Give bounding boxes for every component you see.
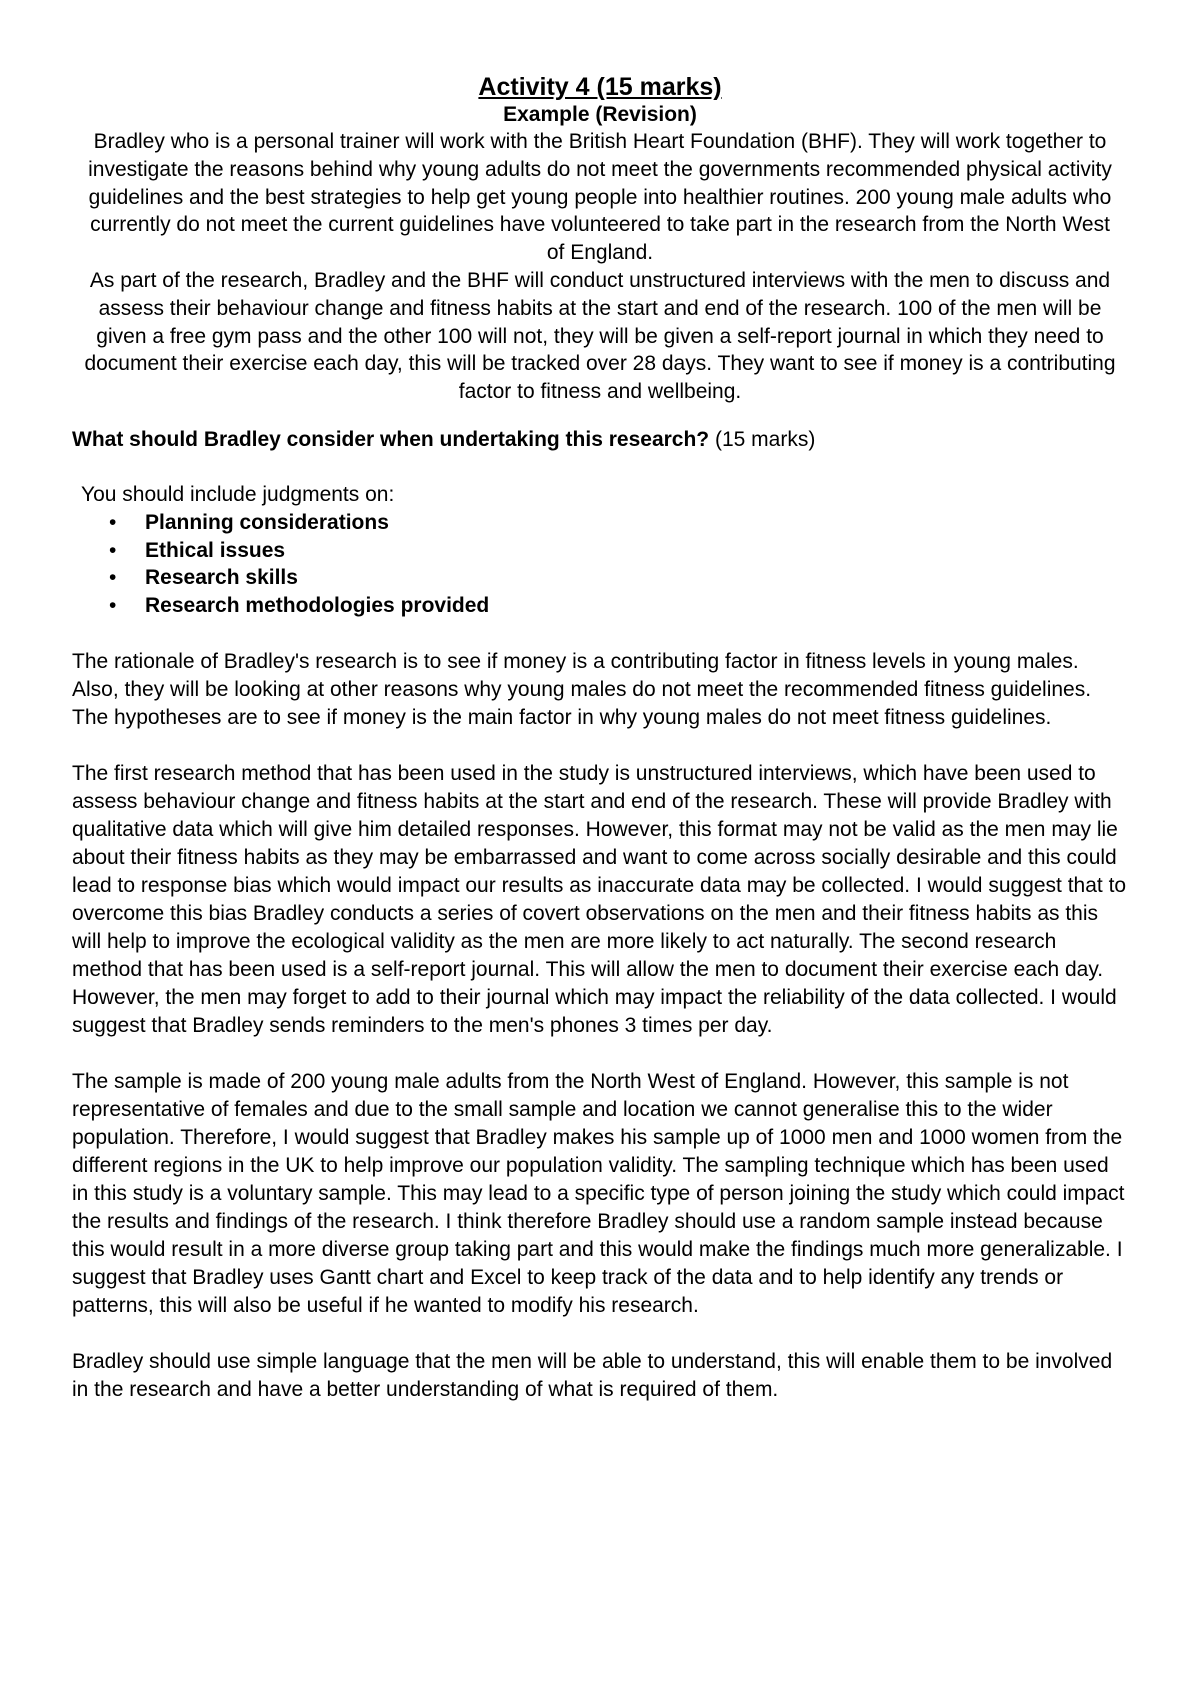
list-item [72,509,1128,537]
scenario-paragraph-2: As part of the research, Bradley and the BHF will conduct unstructured interviews with the men to discuss and assess their behaviour change and fitness habits at the start and end of the research. 100 of the men will be given a free gym pass and the other 100 will not, they will be given a self-report journal in which they need to document their exercise each day, this will be tracked over 28 days. They want to see if money is a contributing factor to fitness and wellbeing. [84,268,1116,404]
list-item [72,592,1128,620]
bullet-icon: • [109,594,117,618]
bullet-icon: • [109,566,117,590]
answer-sample-paragraph: The sample is made of 200 young male adults from the North West of England. However, this sample is not representative of females and due to the small sample and location we cannot generalise this to the wider population. Therefore, I would suggest that Bradley makes his sample up of 1000 men and 1000 women from the different regions in the UK to help improve our population validity. The sampling technique which has been used in this study is a voluntary sample. This may lead to a specific type of person joining the study which could impact the results and findings of the research. I think therefore Bradley should use a random sample instead because this would result in a more diverse group taking part and this would make the findings much more generalizable. I suggest that Bradley uses Gantt chart and Excel to keep track of the data and to help identify any trends or patterns, this will also be useful if he wanted to modify his research. [72,1069,1125,1317]
question-text: What should Bradley consider when undertaking this research? [72,427,710,451]
activity-title: Activity 4 (15 marks) [478,73,722,101]
judgment-label: Research methodologies provided [145,594,490,618]
answer-rationale-paragraph: The rationale of Bradley's research is to see if money is a contributing factor in fitness levels in young males. Also, they will be looking at other reasons why young males do not meet the recommended fitness guidelines. The hypotheses are to see if money is the main factor in why young males do not meet fitness guidelines. [72,649,1092,729]
document-page [72,72,1128,1404]
question [72,426,1128,454]
answer-language-paragraph: Bradley should use simple language that the men will be able to understand, this will enable them to be involved in the research and have a better understanding of what is required of them. [72,1349,1113,1401]
scenario-paragraph-1: Bradley who is a personal trainer will work with the British Heart Foundation (BHF). They will work together to investigate the reasons behind why young adults do not meet the governments recommended physical activity guidelines and the best strategies to help get young people into healthier routines. 200 young male adults who currently do not meet the current guidelines have volunteered to take part in the research from the North West of England. [88,130,1112,265]
spacer [72,1320,1128,1348]
judgment-label: Ethical issues [145,538,286,562]
judgment-label: Planning considerations [145,510,389,534]
bullet-icon: • [109,510,117,534]
list-item [72,564,1128,592]
judgments-list [72,509,1128,620]
include-intro: You should include judgments on: [81,482,395,506]
spacer [72,732,1128,760]
spacer [72,620,1128,648]
question-marks: (15 marks) [709,427,816,451]
answer-methods-paragraph: The first research method that has been used in the study is unstructured interviews, which have been used to assess behaviour change and fitness habits at the start and end of the research. These will provide Bradley with qualitative data which will give him detailed responses. However, this format may not be valid as the men may lie about their fitness habits as they may be embarrassed and want to come across socially desirable and this could lead to response bias which would impact our results as inaccurate data may be collected. I would suggest that to overcome this bias Bradley conducts a series of covert observations on the men and their fitness habits as this will help to improve the ecological validity as the men are more likely to act naturally. The second research method that has been used is a self-report journal. This will allow the men to document their exercise each day. However, the men may forget to add to their journal which may impact the reliability of the data collected. I would suggest that Bradley sends reminders to the men's phones 3 times per day. [72,761,1127,1037]
bullet-icon: • [109,538,117,562]
list-item [72,537,1128,565]
spacer [72,1040,1128,1068]
example-subtitle: Example (Revision) [503,103,697,126]
judgment-label: Research skills [145,566,298,590]
